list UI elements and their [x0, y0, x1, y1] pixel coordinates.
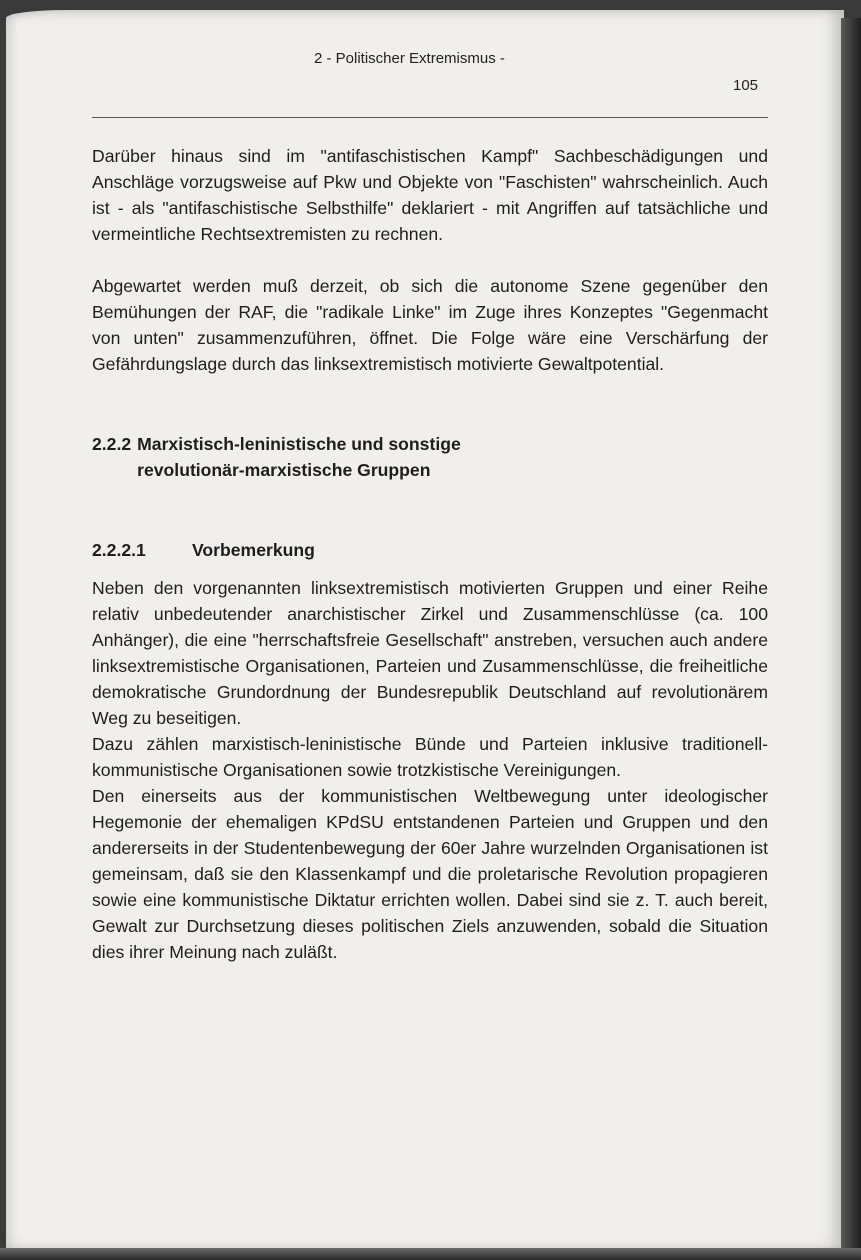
- book-edge-bottom: [0, 1248, 861, 1260]
- header-rule: [92, 117, 768, 118]
- section-title-line-1: Marxistisch-leninistische und sonstige: [137, 434, 461, 454]
- page-body: [92, 143, 768, 965]
- running-head: 2 - Politischer Extremismus -: [314, 50, 505, 67]
- subsection-title: Vorbemerkung: [192, 540, 315, 560]
- section-title: [137, 431, 461, 483]
- paragraph-4: Dazu zählen marxistisch-leninistische Bünde und Parteien inklusive traditionell-kommunistische Organisationen sowie trotzkistische Vereinigungen.: [92, 734, 768, 780]
- paragraph-5: Den einerseits aus der kommunistischen Weltbewegung unter ideologischer Hegemonie der ehemaligen KPdSU entstandenen Parteien und Gruppen und den andererseits in der Studentenbewegung der 60er Jahre wurzelnden Organisationen ist gemeinsam, daß sie den Klassenkampf und die proletarische Revolution propagieren sowie eine kommunistische Diktatur errichten wollen. Dabei sind sie z. T. auch bereit, Gewalt zur Durchsetzung dieses politischen Ziels anzuwenden, sobald die Situation dies ihrer Meinung nach zuläßt.: [92, 786, 768, 962]
- subsection-heading-2-2-2-1: [92, 537, 768, 563]
- paragraph-2: Abgewartet werden muß derzeit, ob sich die autonome Szene gegenüber den Bemühungen der RAF, die "radikale Linke" im Zuge ihres Konzeptes "Gegenmacht von unten" zusammenzuführen, öffnet. Die Folge wäre eine Verschärfung der Gefährdungslage durch das linksextremistisch motivierte Gewaltpotential.: [92, 276, 768, 374]
- paragraph-3: Neben den vorgenannten linksextremistisch motivierten Gruppen und einer Reihe relativ unbedeutender anarchistischer Zirkel und Zusammenschlüsse (ca. 100 Anhänger), die eine "herrschaftsfreie Gesellschaft" anstreben, versuchen auch andere linksextremistische Organisationen, Parteien und Zusammenschlüsse, die freiheitliche demokratische Grundordnung der Bundesrepublik Deutschland auf revolutionärem Weg zu beseitigen.: [92, 578, 768, 728]
- section-title-line-2: revolutionär-marxistische Gruppen: [137, 460, 431, 480]
- section-heading-2-2-2: [92, 431, 768, 483]
- paragraph-1: Darüber hinaus sind im "antifaschistischen Kampf" Sachbeschädigungen und Anschläge vorzugsweise auf Pkw und Objekte von "Faschisten" wahrscheinlich. Auch ist - als "antifaschistische Selbsthilfe" deklariert - mit Angriffen auf tatsächliche und vermeintliche Rechtsextremisten zu rechnen.: [92, 146, 768, 244]
- subsection-number: 2.2.2.1: [92, 540, 146, 560]
- section-number: 2.2.2: [92, 434, 132, 454]
- book-edge-right: [841, 18, 861, 1260]
- page-number: 105: [733, 77, 759, 94]
